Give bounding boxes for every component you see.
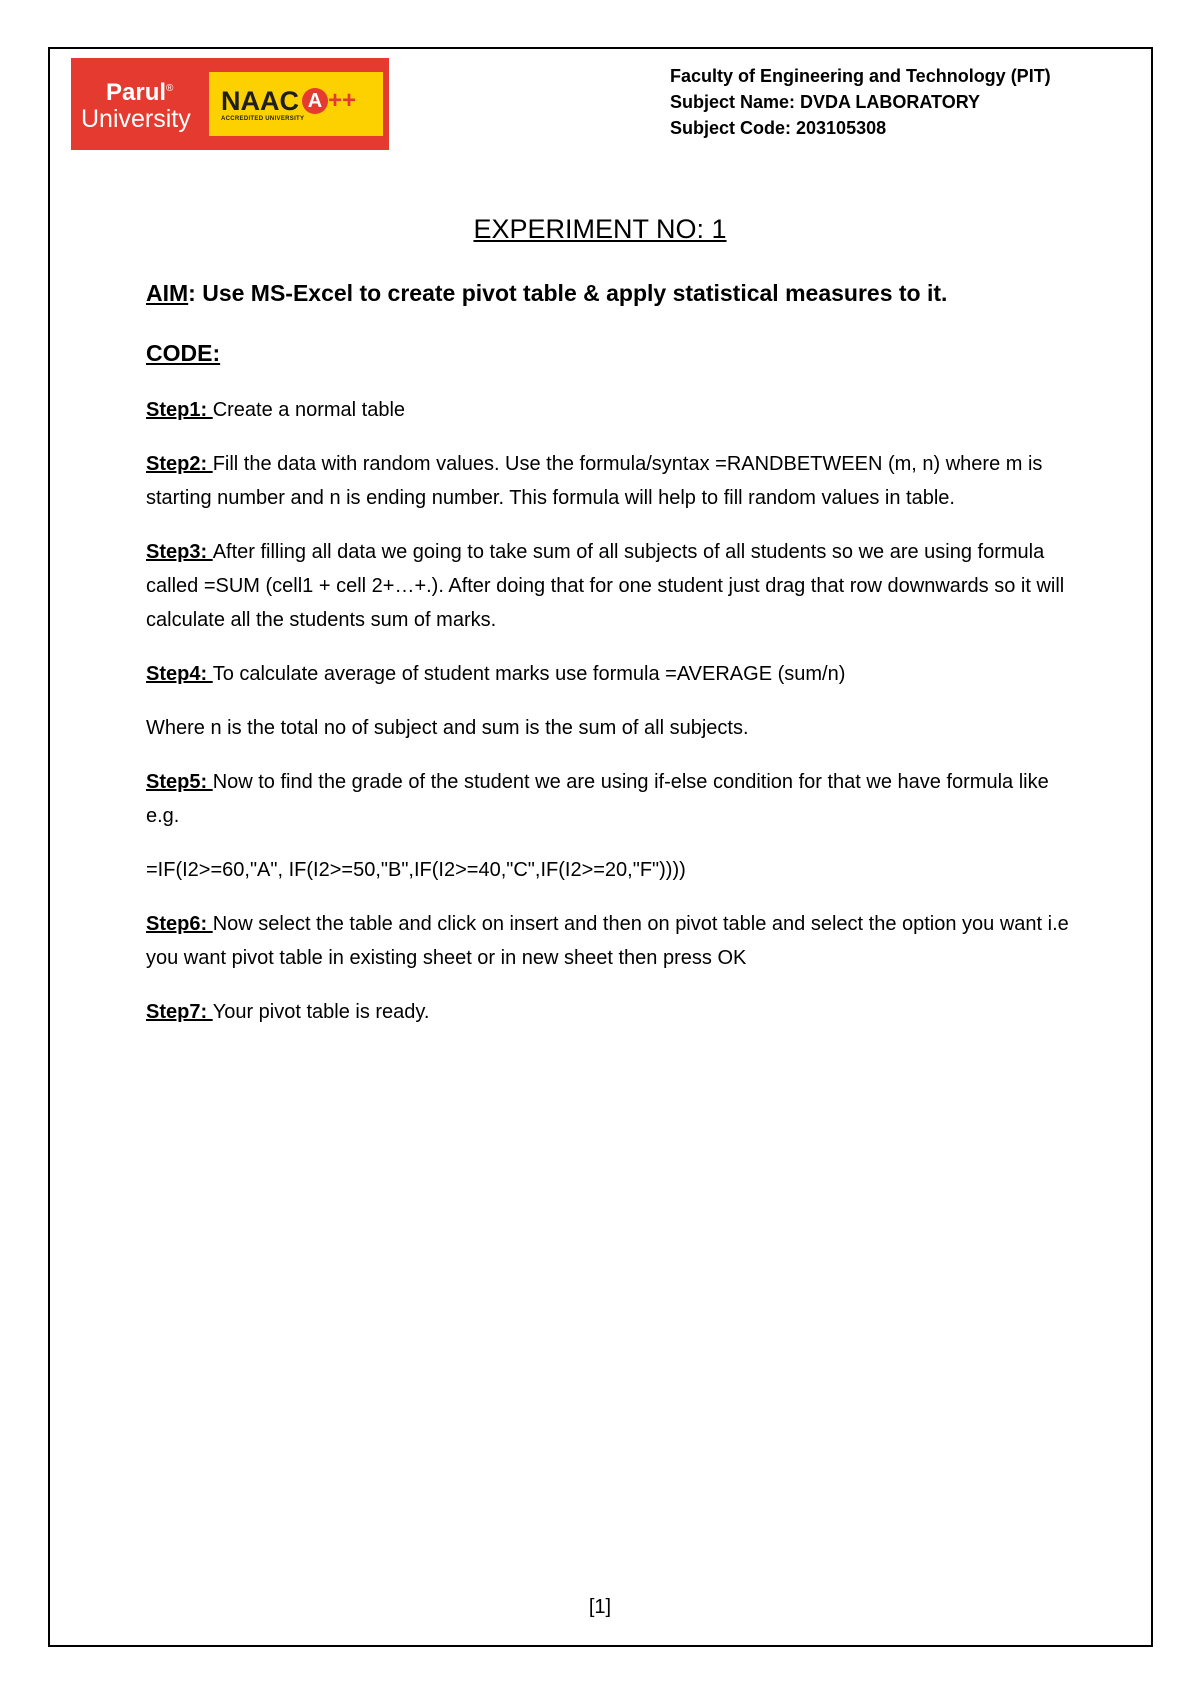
step-4-note — [146, 711, 1086, 745]
step-text: Where n is the total no of subject and sum is the sum of all subjects. — [146, 717, 749, 739]
subject-name-line: Subject Name: DVDA LABORATORY — [670, 92, 981, 112]
step-label: Step5: — [146, 771, 213, 793]
subject-code-line: Subject Code: 203105308 — [670, 118, 887, 138]
step-label: Step4: — [146, 663, 213, 685]
logo-university-text: University — [81, 104, 191, 133]
step-label: Step6: — [146, 913, 213, 935]
step-text: Now select the table and click on insert and then on pivot table and select the option you want i.e you want pivot table in existing sheet or in new sheet then press OK — [146, 913, 1069, 969]
parul-logo-block — [71, 58, 209, 150]
step-text: To calculate average of student marks use formula =AVERAGE (sum/n) — [212, 663, 846, 685]
page-number: [1] — [588, 1596, 612, 1618]
step-text: Now to find the grade of the student we are using if-else condition for that we have formula like e.g. — [146, 771, 1049, 827]
formula-text: =IF(I2>=60,"A", IF(I2>=50,"B",IF(I2>=40,"C",IF(I2>=20,"F")))) — [146, 859, 686, 881]
naac-grade-plus: ++ — [328, 86, 357, 114]
university-logo — [71, 58, 389, 150]
step-text: Fill the data with random values. Use the formula/syntax =RANDBETWEEN (m, n) where m is starting number and n is ending number. This formula will help to fill random values in table. — [146, 453, 1043, 509]
naac-grade-badge: A — [302, 88, 328, 114]
step-3 — [146, 535, 1086, 637]
faculty-line: Faculty of Engineering and Technology (PIT) — [670, 66, 1051, 86]
step-4 — [146, 657, 1086, 691]
step-1 — [146, 393, 1086, 427]
aim-text: : Use MS-Excel to create pivot table & apply statistical measures to it. — [188, 280, 948, 306]
step-label: Step7: — [146, 1001, 213, 1023]
step-6 — [146, 907, 1086, 975]
aim-line — [146, 278, 1086, 308]
step-text: After filling all data we going to take sum of all subjects of all students so we are using formula called =SUM (cell1 + cell 2+…+.). After doing that for one student just drag that row downwards so it will calculate all the students sum of marks. — [146, 541, 1065, 631]
grade-formula — [146, 853, 1086, 887]
step-label: Step1: — [146, 399, 213, 421]
logo-registered-mark: ® — [166, 82, 174, 94]
naac-logo-block — [209, 58, 389, 150]
accredited-text: ACCREDITED UNIVERSITY — [221, 115, 305, 122]
step-text: Create a normal table — [212, 399, 406, 421]
logo-parul-text: Parul — [106, 78, 167, 106]
aim-label: AIM — [146, 280, 189, 306]
step-5 — [146, 765, 1086, 833]
code-heading: CODE: — [146, 340, 221, 366]
step-label: Step2: — [146, 453, 213, 475]
header-info — [670, 63, 1051, 141]
step-label: Step3: — [146, 541, 213, 563]
naac-text: NAAC — [221, 85, 299, 116]
document-body — [146, 278, 1086, 1029]
step-7 — [146, 995, 1086, 1029]
step-2 — [146, 447, 1086, 515]
experiment-title: EXPERIMENT NO: 1 — [473, 214, 727, 244]
step-text: Your pivot table is ready. — [212, 1001, 430, 1023]
